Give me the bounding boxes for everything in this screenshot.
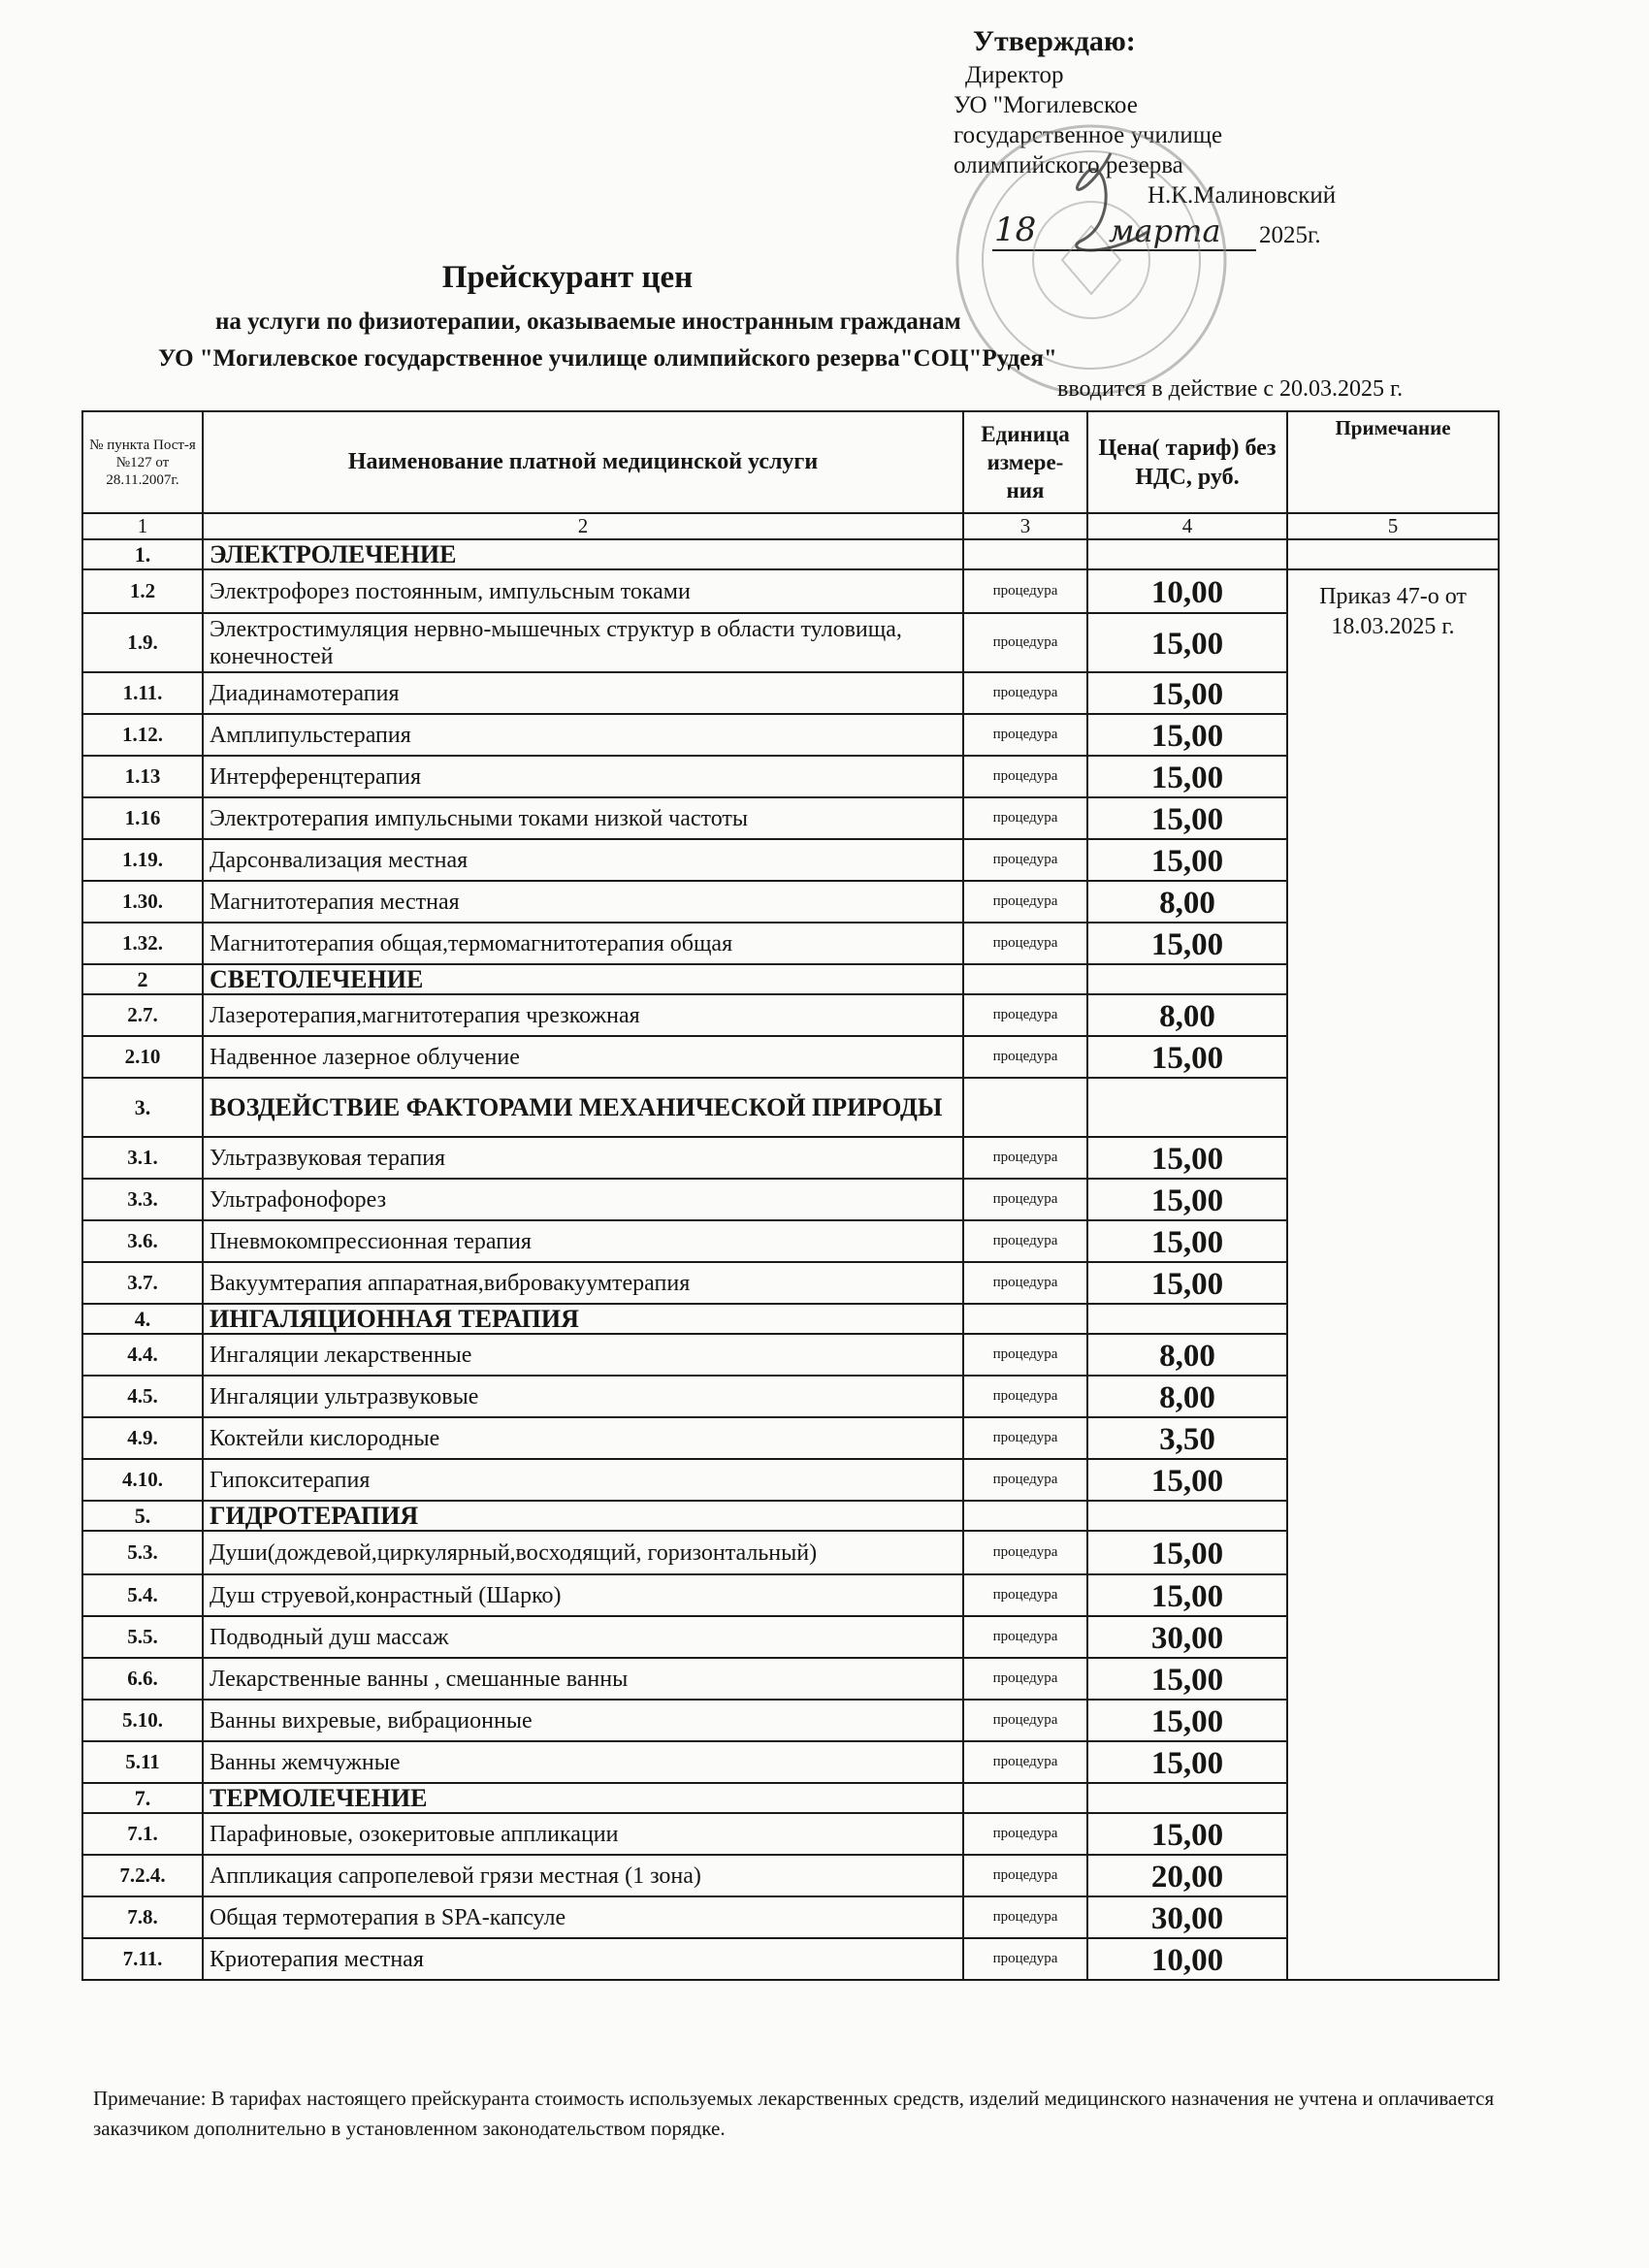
unit-cell: процедура — [963, 1376, 1087, 1417]
column-header-num: № пункта Пост-я №127 от 28.11.2007г. — [82, 411, 203, 513]
price-cell: 15,00 — [1087, 923, 1287, 964]
table-row — [82, 1262, 1499, 1304]
price-cell — [1087, 1304, 1287, 1334]
price-cell — [1087, 1501, 1287, 1531]
service-name: Лекарственные ванны , смешанные ванны — [203, 1658, 963, 1700]
approval-date-month: марта — [1109, 212, 1221, 249]
table-header-row — [82, 411, 1499, 513]
table-row — [82, 1658, 1499, 1700]
service-name: Дарсонвализация местная — [203, 839, 963, 881]
unit-cell: процедура — [963, 1417, 1087, 1459]
unit-cell: процедура — [963, 756, 1087, 797]
unit-cell — [963, 1783, 1087, 1813]
service-name: Аппликация сапропелевой грязи местная (1 зона) — [203, 1855, 963, 1896]
unit-cell: процедура — [963, 923, 1087, 964]
page-subtitle: на услуги по физиотерапии, оказываемые иностранным гражданам — [215, 308, 961, 335]
service-name: Диадинамотерапия — [203, 672, 963, 714]
price-cell: 15,00 — [1087, 756, 1287, 797]
unit-cell — [963, 964, 1087, 994]
price-cell: 15,00 — [1087, 672, 1287, 714]
table-row — [82, 613, 1499, 672]
price-cell: 8,00 — [1087, 1376, 1287, 1417]
column-index-row — [82, 513, 1499, 539]
price-cell: 8,00 — [1087, 1334, 1287, 1376]
service-name: Ванны вихревые, вибрационные — [203, 1700, 963, 1741]
item-number: 5.11 — [82, 1741, 203, 1783]
item-number: 5. — [82, 1501, 203, 1531]
service-name: Лазеротерапия,магнитотерапия чрезкожная — [203, 994, 963, 1036]
section-row — [82, 1501, 1499, 1531]
item-number: 7.8. — [82, 1896, 203, 1938]
table-row — [82, 1574, 1499, 1616]
service-name: Гипокситерапия — [203, 1459, 963, 1501]
unit-cell: процедура — [963, 714, 1087, 756]
price-cell: 15,00 — [1087, 1036, 1287, 1078]
service-name: Надвенное лазерное облучение — [203, 1036, 963, 1078]
table-row — [82, 797, 1499, 839]
approval-signer: Н.К.Малиновский — [1148, 182, 1337, 209]
date-underline — [992, 249, 1256, 251]
organization-name: УО "Могилевское государственное училище олимпийского резерва"СОЦ"Рудея" — [158, 345, 1057, 372]
item-number: 1. — [82, 539, 203, 569]
item-number: 3.3. — [82, 1179, 203, 1220]
item-number: 1.2 — [82, 569, 203, 613]
table-row — [82, 1700, 1499, 1741]
table-row — [82, 756, 1499, 797]
item-number: 4.10. — [82, 1459, 203, 1501]
item-number: 1.12. — [82, 714, 203, 756]
price-cell: 15,00 — [1087, 1179, 1287, 1220]
item-number: 3.6. — [82, 1220, 203, 1262]
table-row — [82, 923, 1499, 964]
table-row — [82, 1137, 1499, 1179]
price-cell: 15,00 — [1087, 714, 1287, 756]
service-name: Криотерапия местная — [203, 1938, 963, 1980]
service-name: Магнитотерапия местная — [203, 881, 963, 923]
unit-cell: процедура — [963, 1574, 1087, 1616]
table-row — [82, 714, 1499, 756]
unit-cell: процедура — [963, 1334, 1087, 1376]
unit-cell: процедура — [963, 1616, 1087, 1658]
service-name: Магнитотерапия общая,термомагнитотерапия общая — [203, 923, 963, 964]
approval-date — [954, 211, 1477, 249]
item-number: 4. — [82, 1304, 203, 1334]
price-cell — [1087, 1783, 1287, 1813]
table-row — [82, 1459, 1499, 1501]
section-title: ИНГАЛЯЦИОННАЯ ТЕРАПИЯ — [203, 1304, 963, 1334]
note-cell: Приказ 47-о от 18.03.2025 г. — [1287, 569, 1499, 1980]
table-row — [82, 1036, 1499, 1078]
item-number: 7. — [82, 1783, 203, 1813]
price-table — [81, 410, 1500, 1981]
item-number: 7.11. — [82, 1938, 203, 1980]
unit-cell: процедура — [963, 1658, 1087, 1700]
unit-cell: процедура — [963, 1036, 1087, 1078]
price-cell: 3,50 — [1087, 1417, 1287, 1459]
service-name: Ультразвуковая терапия — [203, 1137, 963, 1179]
table-row — [82, 994, 1499, 1036]
item-number: 1.9. — [82, 613, 203, 672]
table-row — [82, 1376, 1499, 1417]
column-header-unit: Единица измере- ния — [963, 411, 1087, 513]
table-row — [82, 1938, 1499, 1980]
column-index: 4 — [1087, 513, 1287, 539]
price-cell: 10,00 — [1087, 1938, 1287, 1980]
table-row — [82, 881, 1499, 923]
table-row — [82, 1616, 1499, 1658]
item-number: 2.7. — [82, 994, 203, 1036]
table-row — [82, 1220, 1499, 1262]
service-name: Душ струевой,конрастный (Шарко) — [203, 1574, 963, 1616]
unit-cell: процедура — [963, 1531, 1087, 1574]
column-index: 5 — [1287, 513, 1499, 539]
service-name: Вакуумтерапия аппаратная,вибровакуумтерапия — [203, 1262, 963, 1304]
approval-block — [954, 25, 1477, 247]
column-header-note: Примечание — [1287, 411, 1499, 513]
unit-cell — [963, 1501, 1087, 1531]
service-name: Амплипульстерапия — [203, 714, 963, 756]
unit-cell: процедура — [963, 1459, 1087, 1501]
footer-note: Примечание: В тарифах настоящего прейскуранта стоимость используемых лекарственных средств, изделий медицинского назначения не учтена и оплачивается заказчиком дополнительно в установленном законодательством порядке. — [93, 2087, 1495, 2140]
table-row — [82, 569, 1499, 613]
section-row — [82, 1078, 1499, 1137]
price-cell: 15,00 — [1087, 1220, 1287, 1262]
price-cell: 15,00 — [1087, 1700, 1287, 1741]
item-number: 3.7. — [82, 1262, 203, 1304]
effective-date: вводится в действие с 20.03.2025 г. — [1057, 376, 1404, 402]
unit-cell: процедура — [963, 1855, 1087, 1896]
column-header-price: Цена( тариф) без НДС, руб. — [1087, 411, 1287, 513]
item-number: 5.4. — [82, 1574, 203, 1616]
section-title: ВОЗДЕЙСТВИЕ ФАКТОРАМИ МЕХАНИЧЕСКОЙ ПРИРОДЫ — [203, 1078, 963, 1137]
item-number: 4.5. — [82, 1376, 203, 1417]
service-name: Парафиновые, озокеритовые аппликации — [203, 1813, 963, 1855]
table-row — [82, 1531, 1499, 1574]
approval-date-year: 2025г. — [1259, 222, 1321, 248]
unit-cell: процедура — [963, 1220, 1087, 1262]
service-name: Души(дождевой,циркулярный,восходящий, горизонтальный) — [203, 1531, 963, 1574]
price-cell: 20,00 — [1087, 1855, 1287, 1896]
service-name: Электростимуляция нервно-мышечных структур в области туловища, конечностей — [203, 613, 963, 672]
service-name: Пневмокомпрессионная терапия — [203, 1220, 963, 1262]
price-cell: 15,00 — [1087, 839, 1287, 881]
item-number: 4.9. — [82, 1417, 203, 1459]
item-number: 1.13 — [82, 756, 203, 797]
item-number: 5.3. — [82, 1531, 203, 1574]
service-name: Электротерапия импульсными токами низкой частоты — [203, 797, 963, 839]
table-row — [82, 839, 1499, 881]
service-name: Подводный душ массаж — [203, 1616, 963, 1658]
unit-cell: процедура — [963, 1137, 1087, 1179]
unit-cell: процедура — [963, 1896, 1087, 1938]
column-index: 2 — [203, 513, 963, 539]
section-title: ГИДРОТЕРАПИЯ — [203, 1501, 963, 1531]
price-cell — [1087, 1078, 1287, 1137]
price-cell: 30,00 — [1087, 1896, 1287, 1938]
service-name: Интерференцтерапия — [203, 756, 963, 797]
section-title: ТЕРМОЛЕЧЕНИЕ — [203, 1783, 963, 1813]
unit-cell: процедура — [963, 1700, 1087, 1741]
table-row — [82, 1179, 1499, 1220]
service-name: Электрофорез постоянным, импульсным токами — [203, 569, 963, 613]
unit-cell: процедура — [963, 1262, 1087, 1304]
column-index: 3 — [963, 513, 1087, 539]
unit-cell: процедура — [963, 797, 1087, 839]
table-row — [82, 1741, 1499, 1783]
unit-cell: процедура — [963, 1938, 1087, 1980]
unit-cell: процедура — [963, 613, 1087, 672]
item-number: 5.10. — [82, 1700, 203, 1741]
approval-org-line1: УО "Могилевское — [954, 92, 1138, 118]
approval-title: Утверждаю: — [973, 25, 1136, 57]
service-name: Ультрафонофорез — [203, 1179, 963, 1220]
item-number: 2.10 — [82, 1036, 203, 1078]
unit-cell — [963, 1078, 1087, 1137]
unit-cell: процедура — [963, 839, 1087, 881]
table-row — [82, 1417, 1499, 1459]
price-cell: 15,00 — [1087, 1531, 1287, 1574]
price-cell: 8,00 — [1087, 994, 1287, 1036]
price-cell: 10,00 — [1087, 569, 1287, 613]
section-row — [82, 964, 1499, 994]
service-name: Общая термотерапия в SPA-капсуле — [203, 1896, 963, 1938]
approval-date-day: 18 — [994, 211, 1037, 249]
table-body — [82, 539, 1499, 1980]
item-number: 3. — [82, 1078, 203, 1137]
price-cell: 15,00 — [1087, 1658, 1287, 1700]
table-row — [82, 1334, 1499, 1376]
price-cell — [1087, 539, 1287, 569]
unit-cell — [963, 539, 1087, 569]
service-name: Коктейли кислородные — [203, 1417, 963, 1459]
section-title: СВЕТОЛЕЧЕНИЕ — [203, 964, 963, 994]
table-row — [82, 1896, 1499, 1938]
price-cell: 15,00 — [1087, 1459, 1287, 1501]
item-number: 1.30. — [82, 881, 203, 923]
price-cell: 15,00 — [1087, 1813, 1287, 1855]
table-row — [82, 672, 1499, 714]
item-number: 1.16 — [82, 797, 203, 839]
table-row — [82, 1855, 1499, 1896]
section-row — [82, 1304, 1499, 1334]
page-title: Прейскурант цен — [441, 260, 694, 295]
section-row — [82, 539, 1499, 569]
price-cell: 15,00 — [1087, 613, 1287, 672]
price-cell: 15,00 — [1087, 1574, 1287, 1616]
item-number: 6.6. — [82, 1658, 203, 1700]
unit-cell: процедура — [963, 881, 1087, 923]
service-name: Ингаляции лекарственные — [203, 1334, 963, 1376]
price-cell: 15,00 — [1087, 1262, 1287, 1304]
item-number: 4.4. — [82, 1334, 203, 1376]
column-index: 1 — [82, 513, 203, 539]
price-cell: 15,00 — [1087, 797, 1287, 839]
unit-cell: процедура — [963, 672, 1087, 714]
column-header-name: Наименование платной медицинской услуги — [203, 411, 963, 513]
service-name: Ванны жемчужные — [203, 1741, 963, 1783]
table-row — [82, 1813, 1499, 1855]
section-title: ЭЛЕКТРОЛЕЧЕНИЕ — [203, 539, 963, 569]
item-number: 5.5. — [82, 1616, 203, 1658]
item-number: 2 — [82, 964, 203, 994]
item-number: 1.19. — [82, 839, 203, 881]
unit-cell: процедура — [963, 1813, 1087, 1855]
note-cell — [1287, 539, 1499, 569]
service-name: Ингаляции ультразвуковые — [203, 1376, 963, 1417]
price-cell: 15,00 — [1087, 1137, 1287, 1179]
price-cell: 8,00 — [1087, 881, 1287, 923]
unit-cell: процедура — [963, 1741, 1087, 1783]
unit-cell: процедура — [963, 994, 1087, 1036]
item-number: 1.32. — [82, 923, 203, 964]
unit-cell: процедура — [963, 569, 1087, 613]
approval-director: Директор — [965, 62, 1064, 88]
item-number: 7.1. — [82, 1813, 203, 1855]
price-cell: 15,00 — [1087, 1741, 1287, 1783]
unit-cell: процедура — [963, 1179, 1087, 1220]
approval-org-line3: олимпийского резерва — [954, 152, 1183, 178]
item-number: 3.1. — [82, 1137, 203, 1179]
approval-org-line2: государственное училище — [954, 122, 1223, 148]
price-cell: 30,00 — [1087, 1616, 1287, 1658]
unit-cell — [963, 1304, 1087, 1334]
item-number: 7.2.4. — [82, 1855, 203, 1896]
section-row — [82, 1783, 1499, 1813]
price-cell — [1087, 964, 1287, 994]
item-number: 1.11. — [82, 672, 203, 714]
